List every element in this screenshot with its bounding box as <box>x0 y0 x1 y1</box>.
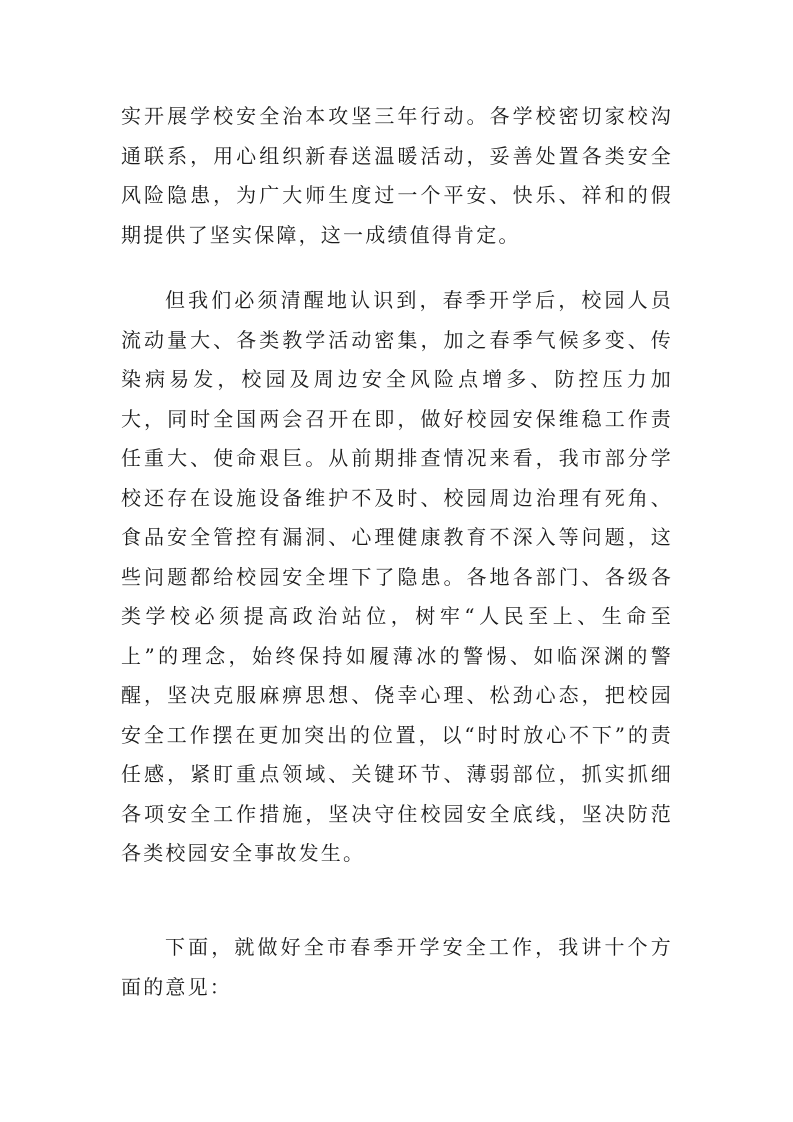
paragraph-2: 但我们必须清醒地认识到，春季开学后，校园人员流动量大、各类教学活动密集，加之春季气候多变、传染病易发，校园及周边安全风险点增多、防控压力加大，同时全国两会召开在即，做好校园安保维稳工作责任重大、使命艰巨。从前期排查情况来看，我市部分学校还存在设施设备维护不及时、校园周边治理有死角、食品安全管控有漏洞、心理健康教育不深入等问题，这些问题都给校园安全埋下了隐患。各地各部门、各级各类学校必须提高政治站位，树牢“人民至上、生命至上”的理念，始终保持如履薄冰的警惕、如临深渊的警醒，坚决克服麻痹思想、侥幸心理、松劲心态，把校园安全工作摆在更加突出的位置，以“时时放心不下”的责任感，紧盯重点领域、关键环节、薄弱部位，抓实抓细各项安全工作措施，坚决守住校园安全底线，坚决防范各类校园安全事故发生。 <box>121 288 673 865</box>
paragraph-1: 实开展学校安全治本攻坚三年行动。各学校密切家校沟通联系，用心组织新春送温暖活动，妥善处置各类安全风险隐患，为广大师生度过一个平安、快乐、祥和的假期提供了坚实保障，这一成绩值得肯定。 <box>121 104 673 247</box>
paragraph-3: 下面，就做好全市春季开学安全工作，我讲十个方面的意见： <box>121 935 673 999</box>
